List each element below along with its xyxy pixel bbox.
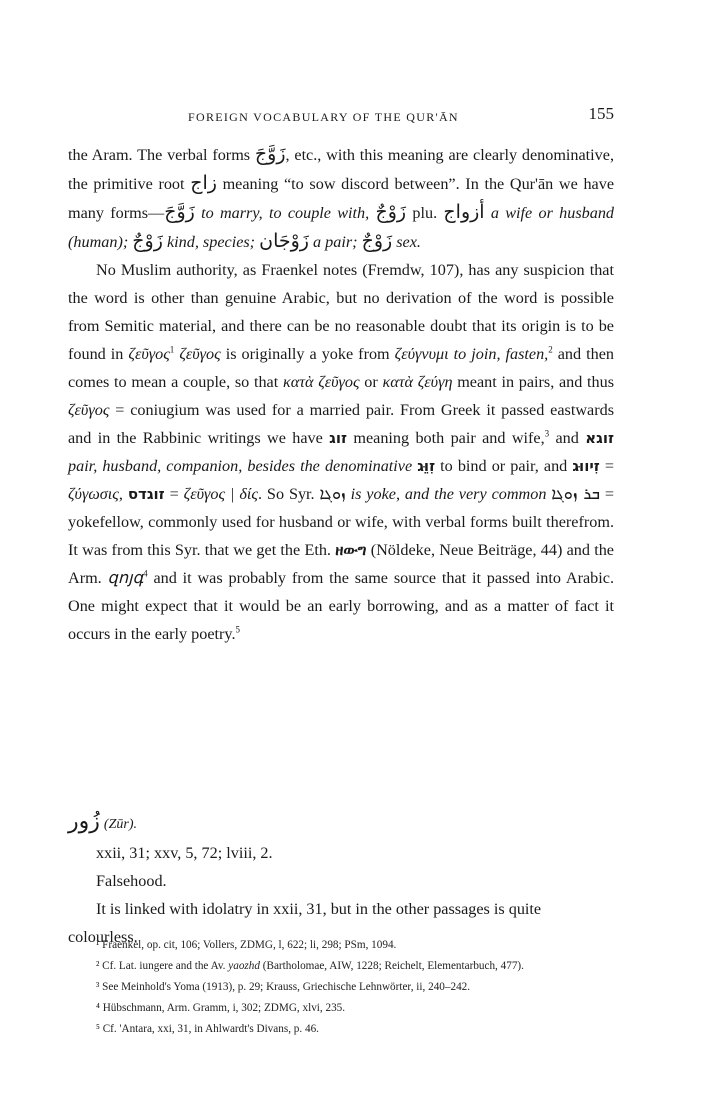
entry-references: xxii, 31; xxv, 5, 72; lviii, 2. <box>96 844 273 862</box>
footnotes <box>68 936 614 1041</box>
arabic-word: زَوْجٌ <box>132 230 163 252</box>
greek-word: ζεύγνυμι <box>394 345 449 363</box>
hebrew-word: זוג <box>329 429 348 447</box>
greek-word: κατὰ ζεύγη <box>382 373 453 391</box>
arabic-word: أزواج <box>443 201 485 223</box>
ethiopic-word: ዘውግ <box>335 541 367 559</box>
main-text <box>68 140 614 648</box>
entry-heading <box>68 808 614 839</box>
footnote-3: ³ See Meinhold's Yoma (1913), p. 29; Krauss, Griechische Lehnwörter, ii, 240–242. <box>96 981 471 993</box>
arabic-word: زَوْجَان <box>259 230 309 252</box>
hebrew-word: זִיווּג <box>572 457 600 475</box>
footnote-4: ⁴ Hübschmann, Arm. Gramm, i, 302; ZDMG, xlvi, 235. <box>96 1002 346 1014</box>
arabic-word: زاج <box>190 172 217 194</box>
footnote-ref: 5 <box>235 624 241 635</box>
armenian-word: զոյգ <box>107 569 144 587</box>
greek-word: ζεῦγος <box>179 345 221 363</box>
hebrew-word: זוגא <box>585 429 615 447</box>
syriac-word: ܙܘܓܐ <box>319 484 346 503</box>
footnote-5: ⁵ Cf. 'Antara, xxi, 31, in Ahlwardt's Divans, p. 46. <box>96 1023 319 1035</box>
syriac-word: ܒܪ ܙܘܓܐ <box>551 484 600 503</box>
greek-word: κατὰ ζεῦγος <box>282 373 360 391</box>
greek-word: ζεῦγος <box>68 401 110 419</box>
footnote-ref: 1 <box>169 344 175 355</box>
paragraph-etymology: No Muslim authority, as Fraenkel notes (Fremdw, 107), has any suspicion that the word is other than genuine Arabic, but no derivation of the word is possible from Semitic material, and there can be no reasonable doubt that its origin is to be found in ζεῦγος$^1$ ζεῦγος is originally a yoke from ζεύγνυμι to join, fasten,$^2$ and then comes to mean a couple, so that κατὰ ζεῦγος or κατὰ ζεύγη meant in pairs, and thus ζεῦγος = coniugium was used for a married pair. From Greek it passed eastwards and in the Rabbinic writings we have זוג meaning both pair and wife,$^3$ and זוגא pair, husband, companion, besides the denominative זִוֵּג to bind or pair, and זִיווּג = ζύγωσις, זוגדס = ζεῦγος | δίς. So Syr. ܙܘܓܐ is yoke, and the very common ܒܪ ܙܘܓܐ = yokefellow, commonly used for husband or wife, with verbal forms built therefrom. It was from this Syr. that we get the Eth. ዘውግ (Nöldeke, Neue Beiträge, 44) and the Arm. զոյգ$^4$ and it was probably from the same source that it passed into Arabic. One might expect that it would be an early borrowing, and as a matter of fact it occurs in the early poetry.$^5$ <box>68 261 615 643</box>
footnote-2: ² Cf. Lat. iungere and the Av. yaozhd (Bartholomae, AIW, 1228; Reichelt, Elementarbuch, 477). <box>96 960 524 972</box>
arabic-word: زَوْجٌ <box>375 201 407 223</box>
lexicon-entry <box>68 808 614 951</box>
footnote-ref: 2 <box>548 344 553 355</box>
entry-arabic-word: زُور <box>68 809 100 834</box>
avestan-word: yaozhd <box>228 960 260 972</box>
page-header <box>68 104 614 128</box>
footnote-1: ¹ Fraenkel, op. cit, 106; Vollers, ZDMG, l, 622; li, 298; PSm, 1094. <box>96 939 397 951</box>
hebrew-word: זוגדס <box>127 485 165 503</box>
footnote-ref: 4 <box>143 568 148 579</box>
entry-transliteration: (Zūr). <box>103 817 137 832</box>
greek-word: ζύγωσις <box>68 485 119 503</box>
entry-gloss: Falsehood. <box>96 872 167 890</box>
greek-word: ζεῦγος | δίς <box>183 485 258 503</box>
entry-text: It is linked with idolatry in xxii, 31, but in the other passages is quite colourless. <box>68 900 542 946</box>
page-number: 155 <box>588 104 614 123</box>
arabic-word: زَوْجٌ <box>361 230 393 252</box>
paragraph-continuation: the Aram. The verbal forms زَوَّجَ, etc., with this meaning are clearly denominative, the primitive root زاج meaning “to sow discord between”. In the Qur'ān we have many forms—زَوَّجَ to marry, to couple with, زَوْجٌ plu. أزواج a wife or husband (human); زَوْجٌ kind, species; زَوْجَان a pair; زَوْجٌ sex. <box>68 143 615 252</box>
footnote-ref: 3 <box>544 428 550 439</box>
arabic-word: زَوَّجَ <box>164 201 195 223</box>
arabic-word: زَوَّجَ <box>254 143 286 165</box>
greek-word: ζεῦγος <box>128 345 170 363</box>
running-title: FOREIGN VOCABULARY OF THE QUR'ĀN <box>188 110 459 124</box>
hebrew-word: זִוֵּג <box>417 457 436 475</box>
